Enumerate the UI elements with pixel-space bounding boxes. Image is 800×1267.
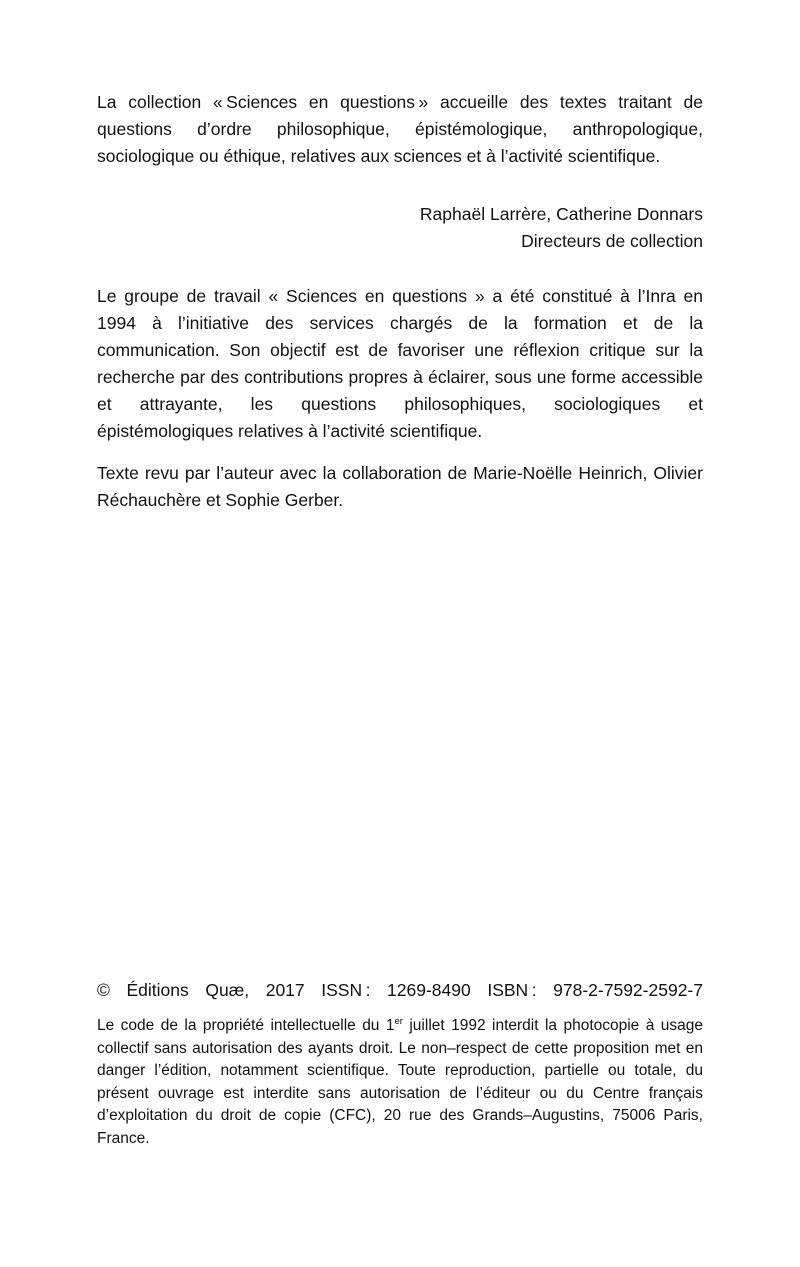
copyright-issn-isbn-line: © Éditions Quæ, 2017 ISSN : 1269-8490 ISBN : 978-2-7592-2592-7	[97, 980, 703, 1000]
collection-intro-paragraph: La collection « Sciences en questions » accueille des textes traitant de questions d’ordre philosophique, épistémologique, anthropologique, sociologique ou éthique, relatives aux sciences et à l’activité scientifique.	[97, 92, 703, 166]
working-group-paragraph: Le groupe de travail « Sciences en questions » a été constitué à l’Inra en 1994 à l’initiative des services chargés de la formation et de la communication. Son objectif est de favoriser une réflexion critique sur la recherche par des contributions propres à éclairer, sous une forme accessible et attrayante, les questions philosophiques, sociologiques et épistémologiques relatives à l’activité scientifique.	[97, 286, 703, 441]
legal-notice-part2: juillet 1992 interdit la photocopie à usage collectif sans autorisation des ayants droit. Le non–respect de cette proposition met en danger l’édition, notamment scientifique. Toute reproduction, partielle ou totale, du présent ouvrage est interdite sans autorisation de l’éditeur ou du Centre français d’exploitation du droit de copie (CFC), 20 rue des Grands–Augustins, 75006 Paris, France.	[97, 1017, 704, 1147]
legal-notice	[97, 1015, 703, 1150]
directors-role: Directeurs de collection	[521, 231, 703, 251]
revision-credit-paragraph: Texte revu par l’auteur avec la collaboration de Marie-Noëlle Heinrich, Olivier Réchauchère et Sophie Gerber.	[97, 463, 703, 510]
collection-directors	[97, 201, 703, 255]
legal-notice-superscript: er	[394, 1015, 403, 1027]
directors-names: Raphaël Larrère, Catherine Donnars	[419, 204, 703, 224]
legal-notice-part1: Le code de la propriété intellectuelle du 1	[97, 1017, 395, 1034]
